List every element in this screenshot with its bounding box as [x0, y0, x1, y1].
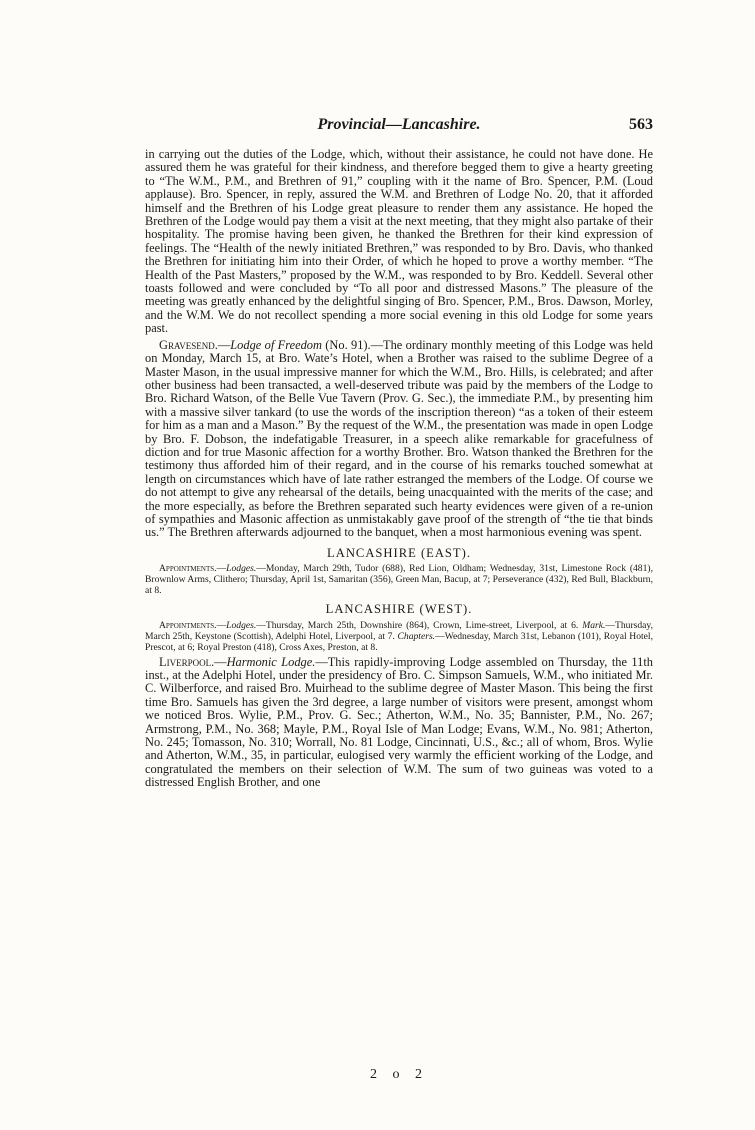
signature-mark: 2 o 2	[370, 1067, 428, 1082]
dash: —	[217, 337, 231, 352]
place-name: Liverpool.	[159, 654, 215, 669]
paragraph-text: (No. 91).—The ordinary monthly meeting of this Lodge was held on Monday, March 15, at Bro. Wate’s Hotel, when a Brother was raised to the sublime Degree of a Master Mason, in the usual impressive manner for which the W.M., Bro. Hills, is celebrated; and after other business had been transacted, a well-deserved tribute was paid by the members of the Lodge to Bro. Richard Watson, of the Belle Vue Tavern (Prov. G. Sec.), the immediate P.M., by presenting him with a massive silver tankard (to use the words of the inscription thereon) “as a token of their esteem for him as a man and a Mason.” By the request of the W.M., the presentation was made in open Lodge by Bro. F. Dobson, the indefatigable Treasurer, in a speech alike remarkable for gracefulness of diction and for true Masonic affection for a worthy Brother. Bro. Watson thanked the Brethren for the testimony thus afforded him of their regard, and in the course of his remarks touched somewhat at length on circumstances which have of late rather estranged the members of the Lodge. Of course we do not attempt to give any rehearsal of the details, being unacquainted with the merits of the case; and the more especially, as before the Brethren separated such hearty evidences were given of a re-union of sympathies and Masonic affection as unmistakably gave proof of the strength of “the tie that binds us.” The Brethren afterwards adjourned to the banquet, when a most harmonious evening was spent.	[145, 337, 653, 540]
appointments-sublabel-lodges: Lodges.	[226, 619, 257, 631]
page-header	[145, 116, 653, 140]
section-heading-east: LANCASHIRE (EAST).	[327, 545, 471, 560]
appointments-sublabel: Lodges.	[226, 563, 257, 575]
appointments-sublabel-chapters: Chapters.	[397, 630, 436, 642]
paragraph-liverpool	[145, 656, 653, 790]
paragraph-text: —This rapidly-improving Lodge assembled on Thursday, the 11th inst., at the Adelphi Hotel, under the presidency of Bro. C. Simpson Samuels, W.M., who initiated Mr. C. Wilberforce, and raised Bro. Muirhead to the sublime degree of Master Mason. This being the first time Bro. Samuels has given the 3rd degree, a large number of visitors were present, amongst whom we noticed Bros. Wylie, P.M., Prov. G. Sec.; Atherton, W.M., No. 35; Bannister, P.M., No. 267; Armstrong, P.M., No. 368; Mayle, P.M., Royal Isle of Man Lodge; Evans, W.M., No. 981; Atherton, No. 245; Tomasson, No. 310; Worrall, No. 81 Lodge, Cincinnati, U.S., &c.; all of whom, Bros. Wylie and Atherton, W.M., 35, in particular, eulogised very warmly the efficient working of the Lodge, and congratulated the members on their selection of W.M. The sum of two guineas was voted to a distressed English Brother, and one	[145, 654, 653, 790]
article-body	[145, 148, 653, 793]
section-heading-west: LANCASHIRE (WEST).	[325, 602, 473, 617]
dash: —	[216, 619, 227, 631]
appointments-label: Appointments.	[159, 563, 217, 575]
place-name: Gravesend.	[159, 337, 218, 352]
page-number: 563	[629, 116, 653, 133]
paragraph-gravesend	[145, 339, 653, 540]
appointments-text-mark: —Thursday, March 25th, Keystone (Scottish), Adelphi Hotel, Liverpool, at 7.	[145, 619, 653, 642]
appointments-west	[145, 620, 653, 653]
lodge-name: Lodge of Freedom	[230, 337, 322, 352]
dash: —	[214, 654, 227, 669]
appointments-text-chapters: —Wednesday, March 31st, Lebanon (101), Royal Hotel, Prescot, at 6; Royal Preston (418), Cross Axes, Preston, at 8.	[145, 630, 653, 653]
dash: —	[216, 563, 227, 575]
paragraph-text: in carrying out the duties of the Lodge, which, without their assistance, he could not have done. He assured them he was grateful for their kindness, and therefore begged them to give a hearty greeting to “The W.M., P.M., and Brethren of 91,” coupling with it the name of Bro. Spencer, P.M. (Loud applause). Bro. Spencer, in reply, assured the W.M. and Brethren of Lodge No. 20, that it afforded himself and the Brethren of his Lodge great pleasure to render them any assistance. He hoped the Brethren of the Lodge would pay them a visit at the next meeting, that they might also partake of their hospitality. The promise having been given, he thanked the Brethren for their kind expression of feelings. The “Health of the newly initiated Brethren,” was responded to by Bro. Davis, who thanked the Brethren for initiating him into their Order, of which he hoped to prove a worthy member. “The Health of the Past Masters,” proposed by the W.M., was responded to by Bro. Keddell. Several other toasts followed and were concluded by “To all poor and distressed Masons.” The pleasure of the meeting was greatly enhanced by the delightful singing of Bro. Spencer, P.M., Bros. Dawson, Morley, and the W.M. We do not recollect spending a more social evening in this old Lodge for some years past.	[145, 147, 653, 336]
appointments-text: —Monday, March 29th, Tudor (688), Red Lion, Oldham; Wednesday, 31st, Limestone Rock (481), Brownlow Arms, Clithero; Thursday, April 1st, Samaritan (356), Green Man, Bacup, at 7; Perseverance (432), Red Bull, Blackburn, at 8.	[145, 563, 653, 597]
appointments-east	[145, 563, 653, 596]
appointments-text-lodges: —Thursday, March 25th, Downshire (864), Crown, Lime-street, Liverpool, at 6.	[256, 619, 583, 631]
appointments-label: Appointments.	[159, 619, 217, 631]
lodge-name: Harmonic Lodge.	[226, 654, 316, 669]
running-title: Provincial—Lancashire.	[317, 116, 481, 133]
paragraph-continuation	[145, 148, 653, 336]
appointments-sublabel-mark: Mark.	[582, 619, 606, 631]
